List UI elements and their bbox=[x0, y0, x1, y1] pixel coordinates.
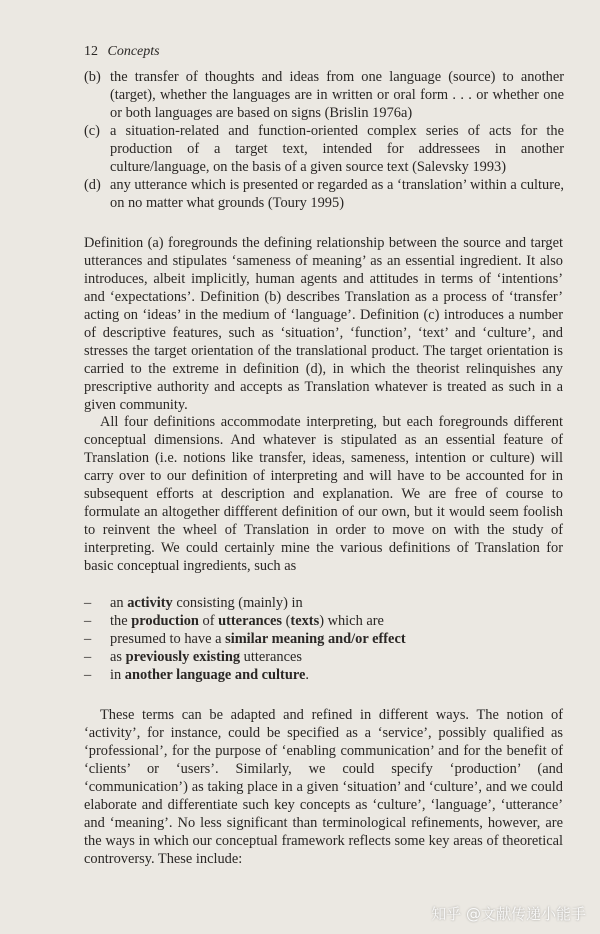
ingredient-list bbox=[84, 594, 564, 684]
definition-label: (d) bbox=[84, 177, 101, 193]
dash-marker: – bbox=[84, 613, 92, 629]
definition-label: (b) bbox=[84, 69, 101, 85]
list-item bbox=[84, 648, 564, 666]
paragraph-definitions-discussion: Definition (a) foregrounds the defining relationship between the source and target utterances and stipulates ‘sameness of meaning’ as an essential ingredient. It also introduces, albeit implicitly, human agents and attitudes in terms of ‘intentions’ and ‘expectations’. Definition (b) describes Translation as a process of ‘transfer’ acting on ‘ideas’ in the medium of ‘language’. Definition (c) introduces a number of descriptive features, such as ‘situation’, ‘function’, ‘text’ and ‘culture’, and stresses the target orientation of the translational product. The target orientation is carried to the extreme in definition (d), in which the theorist relinquishes any prescriptive authority and accepts as Translation whatever is treated as such in a given community. bbox=[84, 235, 563, 413]
dash-marker: – bbox=[84, 667, 92, 683]
page-header bbox=[84, 44, 160, 60]
list-item-text: as previously existing utterances bbox=[110, 649, 303, 665]
dash-marker: – bbox=[84, 595, 92, 611]
definition-text: the transfer of thoughts and ideas from one language (source) to another (target), whether the languages are in written or oral form . . . or whether one or both languages are based on signs (Brislin 1976a) bbox=[110, 69, 564, 121]
definition-text: any utterance which is presented or regarded as a ‘translation’ within a culture, on no matter what grounds (Toury 1995) bbox=[110, 177, 564, 211]
dash-marker: – bbox=[84, 631, 92, 647]
paragraph-terms-refined: These terms can be adapted and refined in different ways. The notion of ‘activity’, for instance, could be specified as a ‘service’, possibly qualified as ‘professional’, for the purpose of ‘enabling communication’ and for the benefit of ‘clients’ or ‘users’. Similarly, we could specify ‘production’ (and ‘communication’) as taking place in a given ‘situation’ and ‘culture’, and we could elaborate and differentiate such key concepts as ‘culture’, ‘language’, ‘utterance’ and ‘meaning’. No less significant than terminological refinements, however, are the ways in which our conceptual framework reflects some key areas of theoretical controversy. These include: bbox=[84, 707, 563, 867]
watermark: 知乎 @文献传递小能手 bbox=[431, 905, 586, 923]
definition-item bbox=[84, 68, 564, 122]
page-number: 12 bbox=[84, 44, 98, 59]
definition-label: (c) bbox=[84, 123, 100, 139]
list-item-text: in another language and culture. bbox=[110, 667, 309, 683]
definition-item bbox=[84, 176, 564, 212]
list-item-text: the production of utterances (texts) which are bbox=[110, 613, 384, 629]
list-item bbox=[84, 594, 564, 612]
definition-item bbox=[84, 122, 564, 176]
dash-marker: – bbox=[84, 649, 92, 665]
list-item-text: presumed to have a similar meaning and/or effect bbox=[110, 631, 406, 647]
list-item bbox=[84, 630, 564, 648]
list-item bbox=[84, 666, 564, 684]
list-item-text: an activity consisting (mainly) in bbox=[110, 595, 303, 611]
list-item bbox=[84, 612, 564, 630]
definition-text: a situation-related and function-oriented complex series of acts for the production of a target text, intended for addressees in another culture/language, on the basis of a given source text (Salevsky 1993) bbox=[110, 123, 564, 175]
chapter-title: Concepts bbox=[107, 44, 160, 59]
paragraph-four-definitions: All four definitions accommodate interpreting, but each foregrounds different conceptual dimensions. And whatever is stipulated as an essential feature of Translation (i.e. notions like transfer, ideas, sameness, intention or culture) will carry over to our definition of interpreting and will have to be accounted for in subsequent efforts at description and explanation. We are free of course to formulate an altogether diffferent definition of our own, but it would seem foolish to reinvent the wheel of Translation in order to move on with the study of interpreting. We could certainly mine the various definitions of Translation for basic conceptual ingredients, such as bbox=[84, 414, 563, 574]
definition-list bbox=[84, 68, 564, 212]
